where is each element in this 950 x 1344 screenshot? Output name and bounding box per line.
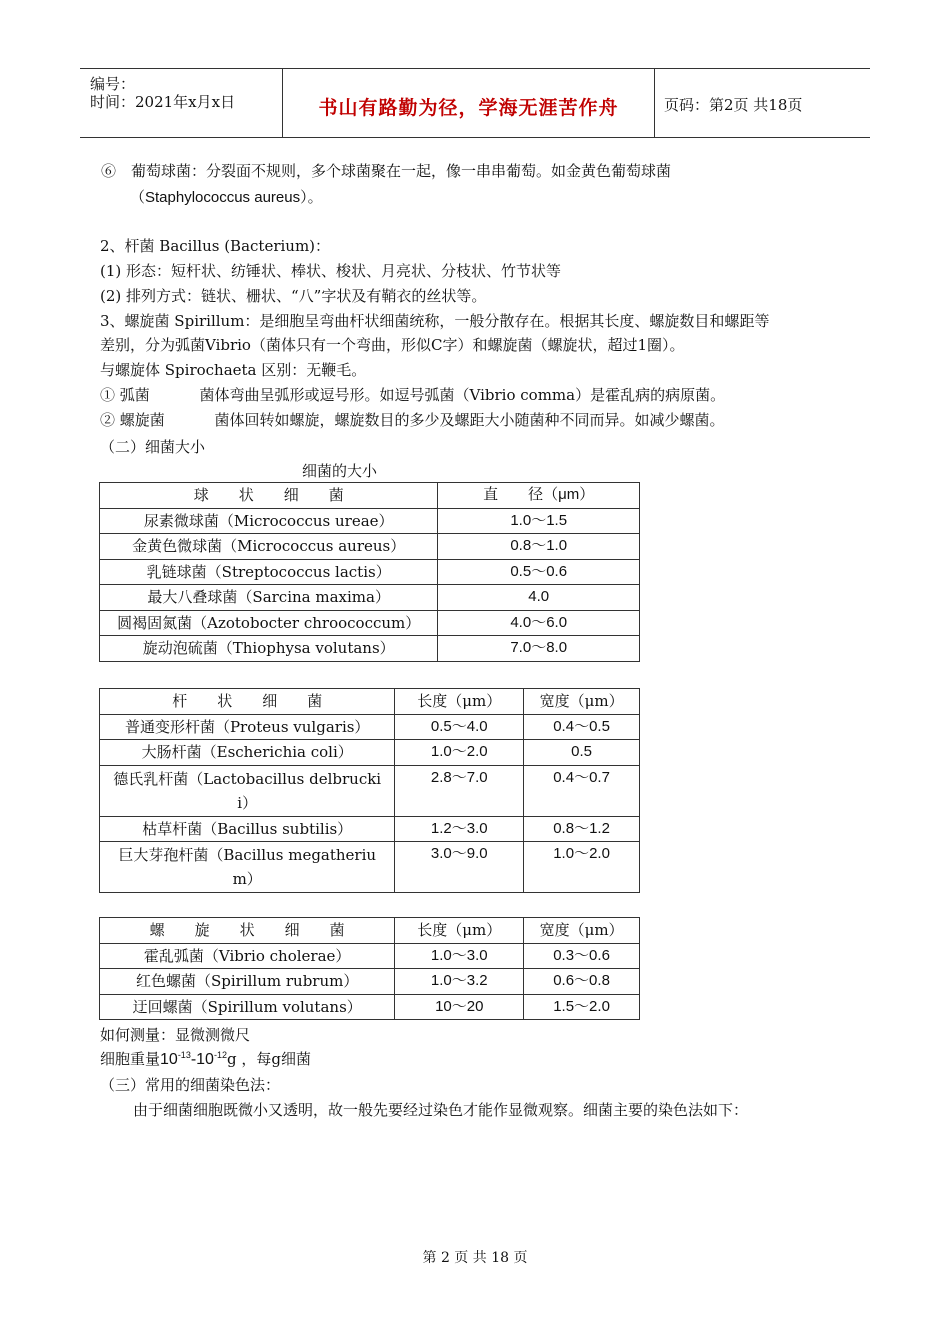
motto: 书山有路勤为径，学海无涯苦作舟 [318,97,619,119]
length-cell: 10～20 [395,994,524,1020]
vibrio-item: ① 弧菌 菌体弯曲呈弧形或逗号形。如逗号弧菌（Vibrio comma）是霍乱病的病原菌。 [100,386,726,404]
section-bacteria-size: （二）细菌大小 [100,438,206,456]
width-cell: 0.5 [524,740,640,766]
heading-spirillum: 3、螺旋菌 Spirillum：是细胞呈弯曲杆状细菌统称，一般分散存在。根据其长度、螺旋数目和螺距等 [100,312,770,330]
table-spirilla-size [99,917,640,1020]
table-header-cell: 宽度（μm） [524,689,640,715]
length-cell: 1.0～2.0 [395,740,524,766]
bacillus-morphology: (1) 形态：短杆状、纺锤状、棒状、梭状、月亮状、分枝状、竹节状等 [100,262,562,280]
paragraph-staphylococcus-latin: （Staphylococcus aureus）。 [130,189,323,206]
number-label: 编号： [90,75,136,93]
document-header [80,68,870,138]
table-cocci-size [99,482,640,662]
table-row [100,969,640,995]
cell-weight-prefix: 细胞重量 [100,1050,161,1068]
cell-weight-base: 10 [160,1051,178,1068]
table-header-cell: 宽度（μm） [524,918,640,944]
table-header-row [100,918,640,944]
table1-title: 细菌的大小 [302,462,378,480]
bacterium-name-cell: 金黄色微球菌（Micrococcus aureus） [100,534,438,560]
bacterium-name-cell [100,842,395,893]
header-motto-cell [283,69,655,137]
table-row [100,714,640,740]
table-header-row [100,483,640,509]
measurement-method: 如何测量：显微测微尺 [100,1026,251,1044]
header-page-cell [655,69,870,137]
page-footer: 第 2 页 共 18 页 [422,1250,528,1266]
table-row [100,740,640,766]
diameter-cell: 0.5～0.6 [438,559,640,585]
width-cell: 0.4～0.5 [524,714,640,740]
spirillum-item: ② 螺旋菌 菌体回转如螺旋，螺旋数目的多少及螺距大小随菌种不同而异。如减少螺菌。 [100,411,725,429]
table-header-cell: 球 状 细 菌 [100,483,438,509]
cell-weight-suffix: g ，每g细菌 [226,1050,311,1068]
table-row [100,842,640,893]
table-row [100,508,640,534]
header-info-cell [80,69,283,137]
bacterium-name-cell: 尿素微球菌（Micrococcus ureae） [100,508,438,534]
table-bacilli-size [99,688,640,893]
cell-weight-exp: -13 [177,1050,191,1060]
diameter-cell: 4.0 [438,585,640,611]
table-row [100,994,640,1020]
length-cell: 1.0～3.2 [395,969,524,995]
table-row [100,765,640,816]
cell-weight-exp: -12 [213,1050,227,1060]
bacterium-name-line: 巨大芽孢杆菌（Bacillus megatheriu [118,846,377,864]
bacterium-name-cell: 旋动泡硫菌（Thiophysa volutans） [100,636,438,662]
paragraph-staphylococcus: ⑥ 葡萄球菌：分裂面不规则，多个球菌聚在一起，像一串串葡萄。如金黄色葡萄球菌 [101,162,672,180]
spirillum-description: 差别，分为弧菌Vibrio（菌体只有一个弯曲，形似C字）和螺旋菌（螺旋状，超过1圈）。 [100,336,685,354]
table-header-cell: 杆 状 细 菌 [100,689,395,715]
width-cell: 1.5～2.0 [524,994,640,1020]
bacterium-name-cell: 乳链球菌（Streptococcus lactis） [100,559,438,585]
width-cell: 0.3～0.6 [524,943,640,969]
length-cell: 3.0～9.0 [395,842,524,893]
length-cell: 1.0～3.0 [395,943,524,969]
bacterium-name-cell [100,765,395,816]
bacillus-arrangement: (2) 排列方式：链状、栅状、“八”字状及有鞘衣的丝状等。 [100,287,487,305]
diameter-cell: 0.8～1.0 [438,534,640,560]
staining-paragraph: 由于细菌细胞既微小又透明，故一般先要经过染色才能作显微观察。细菌主要的染色法如下： [133,1101,749,1119]
spirochaeta-difference: 与螺旋体 Spirochaeta 区别：无鞭毛。 [100,361,367,379]
section-staining: （三）常用的细菌染色法： [100,1076,281,1094]
table-header-cell: 长度（μm） [395,689,524,715]
bacterium-name-cell: 红色螺菌（Spirillum rubrum） [100,969,395,995]
table-header-cell: 直 径（μm） [438,483,640,509]
bacterium-name-cell: 霍乱弧菌（Vibrio cholerae） [100,943,395,969]
time-label: 时间：2021年x月x日 [90,93,236,111]
width-cell: 0.4～0.7 [524,765,640,816]
heading-bacillus: 2、杆菌 Bacillus (Bacterium)： [100,237,331,255]
cell-weight-dash: -10 [190,1051,214,1068]
bacterium-name-line: m） [232,870,262,888]
bacterium-name-cell: 迂回螺菌（Spirillum volutans） [100,994,395,1020]
table-row [100,585,640,611]
table-row [100,559,640,585]
table-row [100,816,640,842]
width-cell: 1.0～2.0 [524,842,640,893]
diameter-cell: 1.0～1.5 [438,508,640,534]
cell-weight [100,1048,311,1069]
table-row [100,610,640,636]
diameter-cell: 4.0～6.0 [438,610,640,636]
bacterium-name-cell: 枯草杆菌（Bacillus subtilis） [100,816,395,842]
table-row [100,636,640,662]
length-cell: 1.2～3.0 [395,816,524,842]
width-cell: 0.8～1.2 [524,816,640,842]
page-label: 页码：第2页 共18页 [664,96,803,114]
length-cell: 0.5～4.0 [395,714,524,740]
length-cell: 2.8～7.0 [395,765,524,816]
table-header-cell: 螺 旋 状 细 菌 [100,918,395,944]
bacterium-name-cell: 圆褐固氮菌（Azotobocter chroococcum） [100,610,438,636]
table-row [100,943,640,969]
bacterium-name-cell: 大肠杆菌（Escherichia coli） [100,740,395,766]
bacterium-name-cell: 普通变形杆菌（Proteus vulgaris） [100,714,395,740]
bacterium-name-cell: 最大八叠球菌（Sarcina maxima） [100,585,438,611]
table-row [100,534,640,560]
table-header-cell: 长度（μm） [395,918,524,944]
table-header-row [100,689,640,715]
bacterium-name-line: 德氏乳杆菌（Lactobacillus delbrucki [113,769,382,788]
diameter-cell: 7.0～8.0 [438,636,640,662]
bacterium-name-line: i） [237,793,258,812]
width-cell: 0.6～0.8 [524,969,640,995]
